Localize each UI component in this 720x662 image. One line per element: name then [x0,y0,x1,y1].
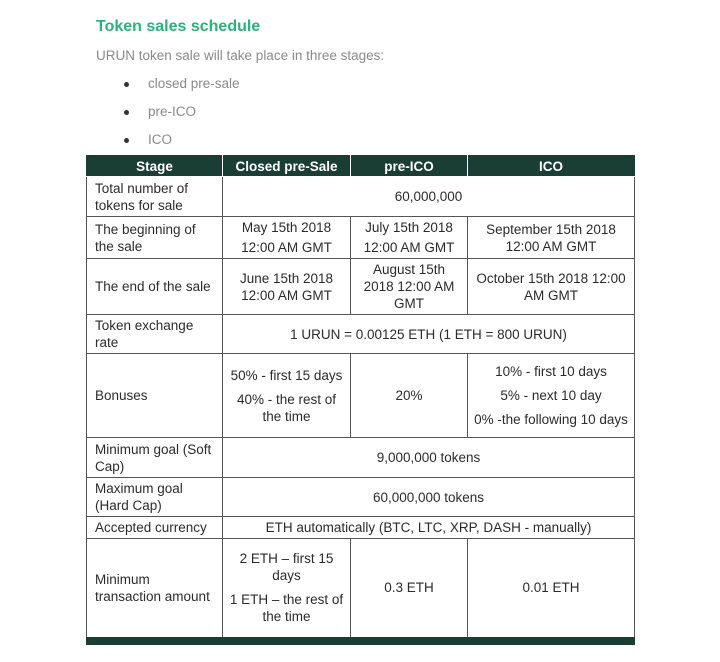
bonuses-ico: 10% - first 10 days 5% - next 10 day 0% -the following 10 days [468,354,635,438]
table-row [87,539,635,641]
stage-item-ico: ICO [124,126,240,154]
row-label-bonuses: Bonuses [87,354,223,438]
min-transaction-pre-ico: 0.3 ETH [351,539,468,641]
header-stage: Stage [87,156,223,177]
beginning-ico: September 15th 2018 12:00 AM GMT [468,217,635,259]
row-label-hard-cap: Maximum goal (Hard Cap) [87,478,223,517]
table-row [87,517,635,539]
table-row [87,315,635,354]
beginning-closed-presale: May 15th 2018 12:00 AM GMT [223,217,351,259]
soft-cap-value: 9,000,000 tokens [223,438,635,478]
token-sales-table [86,155,635,645]
end-closed-presale: June 15th 2018 12:00 AM GMT [223,259,351,315]
header-ico: ICO [468,156,635,177]
exchange-rate-value: 1 URUN = 0.00125 ETH (1 ETH = 800 URUN) [223,315,635,354]
min-transaction-closed-presale: 2 ETH – first 15 days 1 ETH – the rest of the time [223,539,351,641]
bonuses-pre-ico: 20% [351,354,468,438]
row-label-beginning: The beginning of the sale [87,217,223,259]
section-title: Token sales schedule [96,18,261,35]
row-label-total-tokens: Total number of tokens for sale [87,177,223,217]
bonuses-closed-presale: 50% - first 15 days 40% - the rest of the time [223,354,351,438]
min-transaction-ico: 0.01 ETH [468,539,635,641]
header-closed-presale: Closed pre-Sale [223,156,351,177]
header-pre-ico: pre-ICO [351,156,468,177]
table-row [87,217,635,259]
row-label-exchange-rate: Token exchange rate [87,315,223,354]
intro-text: URUN token sale will take place in three stages: [96,48,385,63]
total-tokens-value: 60,000,000 [223,177,635,217]
stage-item-closed-presale: closed pre-sale [124,70,240,98]
end-ico: October 15th 2018 12:00 AM GMT [468,259,635,315]
table-header-row [87,156,635,177]
table-row [87,478,635,517]
beginning-pre-ico: July 15th 2018 12:00 AM GMT [351,217,468,259]
stages-list [124,70,240,154]
table-row [87,438,635,478]
row-label-soft-cap: Minimum goal (Soft Cap) [87,438,223,478]
hard-cap-value: 60,000,000 tokens [223,478,635,517]
stage-item-pre-ico: pre-ICO [124,98,240,126]
row-label-end: The end of the sale [87,259,223,315]
table-row [87,354,635,438]
table-row [87,259,635,315]
table-row [87,177,635,217]
row-label-currency: Accepted currency [87,517,223,539]
end-pre-ico: August 15th 2018 12:00 AM GMT [351,259,468,315]
currency-value: ETH automatically (BTC, LTC, XRP, DASH - manually) [223,517,635,539]
row-label-min-transaction: Minimum transaction amount [87,539,223,641]
